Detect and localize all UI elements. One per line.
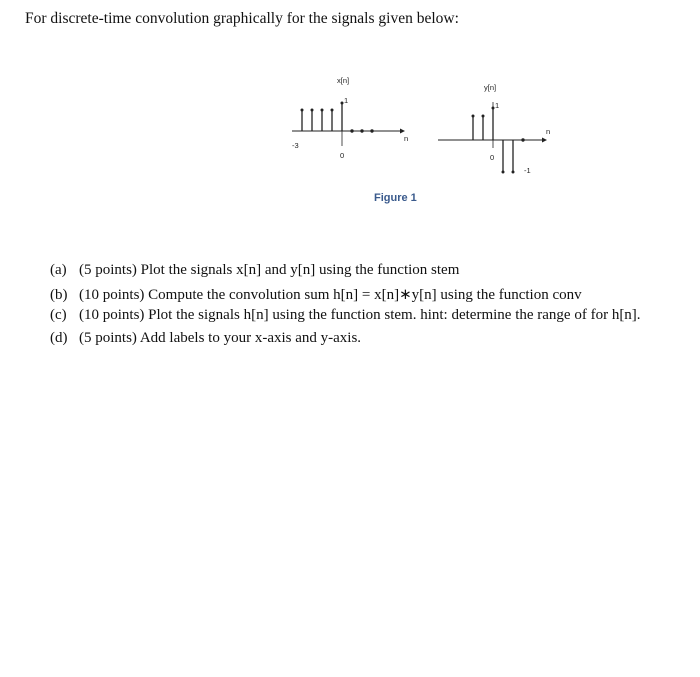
- x-stem-marker: [321, 109, 324, 112]
- question-part-a: [50, 262, 641, 285]
- x-stem-marker: [341, 102, 344, 105]
- y-neg-label: -1: [524, 166, 531, 175]
- y-stem-marker: [492, 107, 495, 110]
- x-plot-title: x[n]: [337, 76, 350, 85]
- x-tick-label-0: 0: [340, 151, 345, 160]
- part-c-tag: (c): [50, 307, 67, 323]
- x-stem-marker: [301, 109, 304, 112]
- part-b-text: (10 points) Compute the convolution sum h[n] = x[n]∗y[n] using the function conv: [79, 286, 582, 303]
- x-stem-marker: [350, 129, 353, 132]
- y-stem-marker: [512, 171, 515, 174]
- x-stems-group: [301, 102, 374, 133]
- y-axis-arrow-icon: [542, 138, 547, 143]
- y-stem-plot: [438, 83, 550, 175]
- y-axis-label: n: [546, 127, 551, 136]
- y-plot-title: y[n]: [484, 83, 497, 92]
- x-stem-marker: [331, 109, 334, 112]
- x-axis-label: n: [404, 134, 409, 143]
- part-a-tag: (a): [50, 262, 67, 278]
- figure-1: [280, 74, 570, 190]
- question-part-c: [50, 307, 641, 330]
- y-tick-label-0: 0: [490, 153, 495, 162]
- part-c-text: (10 points) Plot the signals h[n] using the function stem. hint: determine the range of for h[n].: [79, 307, 641, 323]
- stem-plots: [280, 74, 570, 190]
- part-d-tag: (d): [50, 329, 68, 346]
- x-axis-arrow-icon: [400, 129, 405, 134]
- x-stem-marker: [360, 129, 363, 132]
- y-stem-marker: [472, 115, 475, 118]
- figure-caption: Figure 1: [374, 192, 417, 204]
- question-part-d: [50, 330, 641, 353]
- y-peak-label: 1: [495, 101, 500, 110]
- part-d-text: (5 points) Add labels to your x-axis and y-axis.: [79, 329, 362, 346]
- part-a-text: (5 points) Plot the signals x[n] and y[n] using the function stem: [79, 262, 460, 278]
- x-stem-marker: [370, 129, 373, 132]
- part-b-tag: (b): [50, 286, 68, 303]
- intro-text: For discrete-time convolution graphically for the signals given below:: [25, 10, 459, 27]
- y-stem-marker: [502, 171, 505, 174]
- question-parts-list: [50, 262, 641, 352]
- x-peak-label: 1: [344, 96, 349, 105]
- x-tick-label-neg3: -3: [292, 141, 299, 150]
- y-stem-marker: [521, 138, 524, 141]
- x-stem-plot: [292, 76, 408, 160]
- x-stem-marker: [311, 109, 314, 112]
- question-part-b: [50, 285, 641, 308]
- y-stem-marker: [482, 115, 485, 118]
